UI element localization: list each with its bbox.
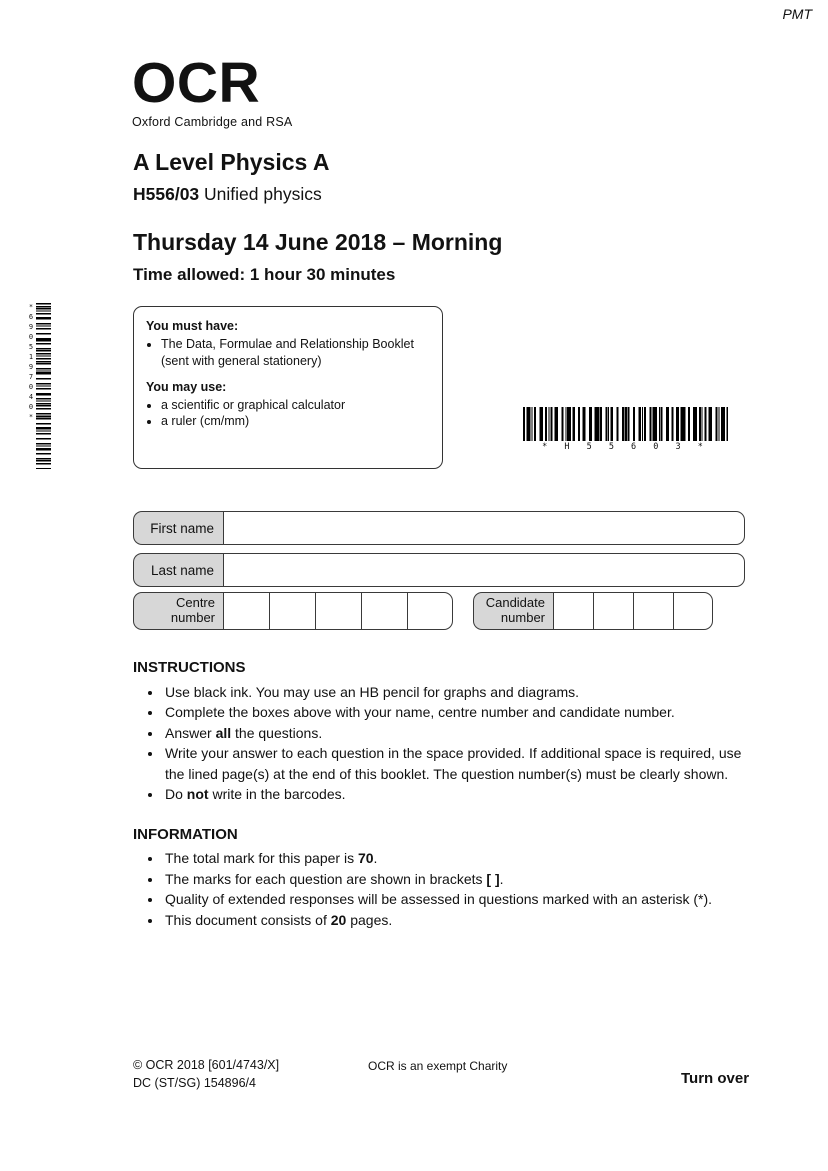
charity-note: OCR is an exempt Charity bbox=[368, 1059, 508, 1073]
must-have-list bbox=[146, 336, 430, 370]
centre-number-cells bbox=[223, 592, 453, 630]
list-item: • a ruler (cm/mm) bbox=[161, 413, 430, 430]
instructions-list bbox=[133, 682, 747, 805]
last-name-label: Last name bbox=[133, 553, 223, 587]
number-cell bbox=[593, 592, 633, 630]
list-item: • a scientific or graphical calculator bbox=[161, 397, 430, 414]
paper-code: H556/03 bbox=[133, 184, 200, 204]
information-list bbox=[133, 848, 747, 930]
first-name-row bbox=[133, 511, 745, 545]
must-have-heading: You must have: bbox=[146, 319, 239, 333]
list-item: • The total mark for this paper is 70. bbox=[163, 848, 747, 868]
session-title: Thursday 14 June 2018 – Morning bbox=[133, 229, 503, 255]
centre-number-label: Centre number bbox=[133, 592, 223, 630]
centre-number-row bbox=[133, 592, 453, 630]
first-name-label: First name bbox=[133, 511, 223, 545]
list-item: • The marks for each question are shown in brackets [ ]. bbox=[163, 869, 747, 889]
may-use-list bbox=[146, 397, 430, 431]
number-cell bbox=[315, 592, 361, 630]
paper-name: Unified physics bbox=[204, 184, 322, 204]
last-name-field bbox=[223, 553, 745, 587]
front-matter bbox=[133, 657, 747, 930]
candidate-number-row bbox=[473, 592, 713, 630]
barcode-vertical bbox=[27, 303, 51, 469]
candidate-number-label: Candidate number bbox=[473, 592, 553, 630]
list-item: • Complete the boxes above with your name, centre number and candidate number. bbox=[163, 702, 747, 722]
first-name-field bbox=[223, 511, 745, 545]
ocr-logo bbox=[132, 51, 293, 130]
list-item: • Answer all the questions. bbox=[163, 723, 747, 743]
number-cell bbox=[553, 592, 593, 630]
paper-code-line bbox=[133, 184, 322, 205]
ocr-logo-subtitle: Oxford Cambridge and RSA bbox=[132, 115, 293, 130]
copyright-line: © OCR 2018 [601/4743/X] bbox=[133, 1058, 280, 1072]
information-heading: INFORMATION bbox=[133, 825, 238, 843]
ocr-logo-text: OCR bbox=[132, 51, 261, 115]
number-cell bbox=[269, 592, 315, 630]
materials-box bbox=[133, 306, 443, 469]
barcode-vertical-bars bbox=[36, 303, 51, 469]
time-allowed: Time allowed: 1 hour 30 minutes bbox=[133, 265, 396, 284]
turn-over-label: Turn over bbox=[681, 1070, 750, 1087]
imprint bbox=[133, 1057, 279, 1092]
information-section bbox=[133, 824, 747, 931]
list-item: • Write your answer to each question in the space provided. If additional space is required, use the lined page(s) at the end of this booklet. The question number(s) must be clearly shown. bbox=[163, 743, 747, 784]
barcode-horizontal-bars bbox=[523, 407, 728, 441]
qualification-title: A Level Physics A bbox=[133, 149, 330, 175]
barcode-horizontal bbox=[523, 407, 728, 452]
candidate-number-cells bbox=[553, 592, 713, 630]
list-item: • Do not write in the barcodes. bbox=[163, 784, 747, 804]
number-cell bbox=[673, 592, 713, 630]
barcode-horizontal-number: * H 5 5 6 0 3 * bbox=[542, 442, 709, 452]
number-cell bbox=[223, 592, 269, 630]
list-item: • The Data, Formulae and Relationship Booklet (sent with general stationery) bbox=[161, 336, 430, 370]
pmt-watermark: PMT bbox=[782, 6, 812, 22]
list-item: • Quality of extended responses will be assessed in questions marked with an asterisk (*). bbox=[163, 889, 747, 909]
number-cell bbox=[633, 592, 673, 630]
may-use-heading: You may use: bbox=[146, 379, 227, 394]
list-item: • This document consists of 20 pages. bbox=[163, 910, 747, 930]
barcode-vertical-number: *6905197040* bbox=[27, 303, 35, 423]
list-item: • Use black ink. You may use an HB pencil for graphs and diagrams. bbox=[163, 682, 747, 702]
number-cell bbox=[361, 592, 407, 630]
last-name-row bbox=[133, 553, 745, 587]
dc-code-line: DC (ST/SG) 154896/4 bbox=[133, 1075, 256, 1090]
instructions-section bbox=[133, 657, 747, 805]
number-cell bbox=[407, 592, 453, 630]
instructions-heading: INSTRUCTIONS bbox=[133, 659, 246, 676]
